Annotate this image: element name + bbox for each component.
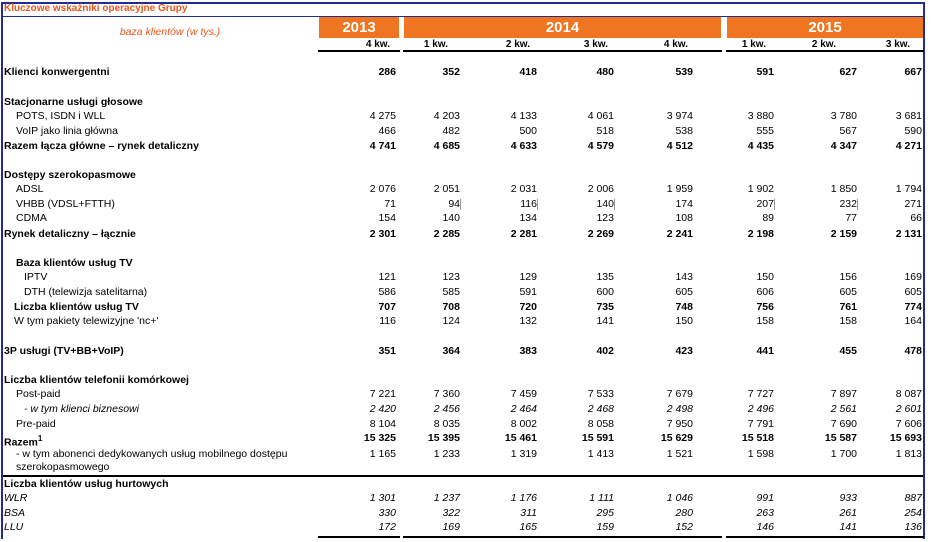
cell-value: 4 347 [830,140,857,152]
cell-value: 735 [596,301,614,313]
cell-value: 15 587 [824,432,857,444]
cell-value: 1 700 [830,448,857,460]
cell-value: 286 [378,66,396,78]
quarter-header: 3 kw. [583,39,608,50]
cell-value: 164 [904,315,922,327]
cell-value: 352 [442,66,460,78]
cell-value: 3 780 [830,110,857,122]
cell-value: 538 [675,125,693,137]
row-label: Liczba klientów telefonii komórkowej [4,374,189,386]
cell-value: 605 [839,286,857,298]
cell-value: 77 [845,212,857,224]
cell-value: 707 [378,301,396,313]
cell-value: 129 [519,271,537,283]
cell-value: 1 794 [895,183,922,195]
cell-value: 720 [519,301,537,313]
row-label: CDMA [16,212,47,224]
cell-value: 254 [904,507,922,519]
quarter-header: 4 kw. [663,39,688,50]
cell-value: 66 [910,212,922,224]
table-row [4,374,924,387]
table-row [4,257,924,270]
cell-value: 4 133 [510,110,537,122]
table-row [4,315,924,328]
row-label: Baza klientów usług TV [16,257,133,269]
cell-value: 4 275 [369,110,396,122]
cell-value: 1 959 [666,183,693,195]
row-label: VHBB (VDSL+FTTH) [16,198,115,210]
cell-value: 555 [756,125,774,137]
row-label: Post-paid [16,388,61,400]
cell-value: 154 [378,212,396,224]
cell-value: 605 [675,286,693,298]
cell-value: 123 [442,271,460,283]
cell-value: 152 [675,521,693,533]
cell-value: 8 087 [895,388,922,400]
row-label: BSA [4,507,26,519]
cell-tick [460,199,461,210]
cell-value: 156 [839,271,857,283]
table-row [4,228,924,241]
cell-value: 2 241 [666,228,693,240]
quarter-header: 2 kw. [505,39,530,50]
cell-value: 7 791 [747,418,774,430]
cell-value: 8 058 [587,418,614,430]
table-row [4,345,924,358]
table-row [4,110,924,123]
cell-value: 774 [904,301,922,313]
cell-value: 756 [756,301,774,313]
cell-value: 600 [596,286,614,298]
cell-value: 7 221 [369,388,396,400]
row-label: Razem łącza główne – rynek detaliczny [4,140,199,152]
cell-tick [614,199,615,210]
cell-value: 116 [379,315,396,327]
cell-value: 280 [675,507,693,519]
row-label: Pre-paid [16,418,56,430]
table-row [4,271,924,284]
cell-value: 2 468 [587,403,614,415]
cell-value: 2 498 [666,403,693,415]
cell-value: 2 198 [747,228,774,240]
cell-value: 15 518 [741,432,774,444]
year-2014-header: 2014 [404,17,721,38]
cell-value: 383 [519,345,537,357]
cell-tick [537,199,538,210]
cell-value: 591 [519,286,537,298]
cell-value: 518 [596,125,614,137]
cell-value: 1 233 [433,448,460,460]
table-row [4,140,924,153]
row-label: Razem$^1$ [4,434,43,449]
header-label: baza klientów (w tys.) [119,26,221,38]
quarter-header: 1 kw. [741,39,766,50]
cell-value: 2 051 [433,183,460,195]
cell-value: 7 690 [830,418,857,430]
page-title: Kluczowe wskaźniki operacyjne Grupy [4,3,188,14]
cell-value: 2 131 [895,228,922,240]
table-row [4,492,924,505]
quarter-header: 1 kw. [423,39,448,50]
footnote-marker: 1 [37,434,43,443]
table-row [4,478,924,491]
cell-value: 748 [675,301,693,313]
row-label: - w tym klienci biznesowi [24,403,139,415]
cell-value: 1 165 [369,448,396,460]
cell-value: 4 579 [587,140,614,152]
cell-value: 261 [839,507,857,519]
cell-value: 8 104 [369,418,396,430]
cell-value: 887 [904,492,922,504]
cell-value: 7 897 [830,388,857,400]
cell-value: 169 [904,271,922,283]
row-separator [318,536,400,538]
cell-value: 1 319 [510,448,537,460]
cell-value: 232 [839,198,857,210]
cell-value: 2 561 [830,403,857,415]
cell-value: 586 [378,286,396,298]
cell-value: 165 [519,521,537,533]
table-row [4,212,924,225]
row-label-continuation: szerokopasmowego [16,461,110,473]
cell-value: 3 880 [747,110,774,122]
cell-value: 132 [519,315,537,327]
cell-value: 4 685 [433,140,460,152]
table-row [4,301,924,314]
cell-value: 418 [519,66,537,78]
table-row [4,403,924,416]
cell-value: 295 [596,507,614,519]
row-label: Liczba klientów usług hurtowych [4,478,169,490]
cell-value: 136 [904,521,922,533]
cell-value: 134 [519,212,537,224]
cell-value: 311 [520,507,537,519]
cell-value: 135 [596,271,614,283]
cell-value: 478 [904,345,922,357]
cell-value: 143 [675,271,693,283]
cell-value: 591 [756,66,774,78]
cell-value: 15 591 [581,432,614,444]
table-row [4,66,924,79]
cell-value: 466 [378,125,396,137]
cell-value: 4 741 [369,140,396,152]
cell-value: 1 521 [666,448,693,460]
row-label: ADSL [16,183,44,195]
row-label: IPTV [24,271,48,283]
cell-value: 7 533 [587,388,614,400]
cell-value: 1 111 [589,492,614,504]
cell-value: 364 [442,345,460,357]
cell-value: 174 [675,198,693,210]
row-label: 3P usługi (TV+BB+VoIP) [4,345,124,357]
cell-value: 539 [675,66,693,78]
cell-value: 1 598 [747,448,774,460]
table-row [4,521,924,534]
row-label: - w tym abonenci dedykowanych usług mobilnego dostępu szerokopasmowego [16,448,288,473]
table-row [4,448,924,473]
cell-value: 15 395 [427,432,460,444]
cell-value: 708 [442,301,460,313]
cell-value: 2 269 [587,228,614,240]
cell-value: 141 [596,315,614,327]
cell-value: 590 [904,125,922,137]
cell-value: 2 301 [369,228,396,240]
row-separator [403,536,722,538]
table-row [4,507,924,520]
quarter-header: 3 kw. [885,39,910,50]
row-separator [3,475,923,477]
cell-value: 15 629 [660,432,693,444]
cell-value: 15 461 [504,432,537,444]
row-label: W tym pakiety telewizyjne 'nc+' [14,315,159,327]
cell-value: 455 [839,345,857,357]
cell-value: 402 [596,345,614,357]
cell-value: 7 727 [747,388,774,400]
cell-value: 480 [596,66,614,78]
cell-value: 441 [756,345,774,357]
cell-value: 2 456 [433,403,460,415]
row-label: Klienci konwergentni [4,66,110,78]
cell-value: 933 [839,492,857,504]
cell-value: 3 681 [895,110,922,122]
table-row [4,286,924,299]
cell-value: 8 002 [510,418,537,430]
row-label: VoIP jako linia główna [16,125,118,137]
cell-value: 89 [762,212,774,224]
cell-value: 7 459 [510,388,537,400]
cell-value: 330 [378,507,396,519]
quarter-underline [318,50,400,52]
table-row [4,198,924,211]
quarter-header: 4 kw. [365,39,390,50]
year-2013-header: 2013 [319,17,399,38]
cell-value: 207 [756,198,774,210]
row-label: WLR [4,492,28,504]
cell-value: 1 046 [666,492,693,504]
cell-value: 2 076 [369,183,396,195]
cell-value: 2 464 [510,403,537,415]
cell-value: 4 203 [433,110,460,122]
cell-value: 169 [442,521,460,533]
cell-value: 150 [756,271,774,283]
cell-value: 627 [839,66,857,78]
cell-value: 1 413 [587,448,614,460]
row-label: DTH (telewizja satelitarna) [24,286,148,298]
cell-value: 1 902 [747,183,774,195]
quarter-header: 2 kw. [811,39,836,50]
cell-value: 158 [756,315,774,327]
cell-value: 4 633 [510,140,537,152]
cell-value: 322 [442,507,460,519]
cell-value: 423 [675,345,693,357]
cell-value: 567 [839,125,857,137]
cell-value: 1 850 [830,183,857,195]
cell-value: 172 [378,521,396,533]
cell-value: 991 [756,492,774,504]
cell-value: 4 435 [747,140,774,152]
cell-value: 605 [904,286,922,298]
cell-value: 2 420 [369,403,396,415]
row-separator [726,536,924,538]
table-row [4,418,924,431]
table-row [4,169,924,182]
cell-value: 146 [756,521,774,533]
row-label: LLU [4,521,24,533]
cell-value: 159 [596,521,614,533]
row-label: Stacjonarne usługi głosowe [4,96,143,108]
cell-value: 2 285 [433,228,460,240]
cell-value: 140 [442,212,460,224]
cell-value: 7 950 [666,418,693,430]
cell-value: 121 [378,271,396,283]
cell-value: 2 031 [510,183,537,195]
cell-value: 761 [839,301,857,313]
row-label: Rynek detaliczny – łącznie [4,228,136,240]
cell-value: 482 [442,125,460,137]
table-row [4,432,924,449]
cell-value: 585 [442,286,460,298]
cell-value: 71 [384,198,396,210]
cell-value: 4 271 [895,140,922,152]
table-row [4,96,924,109]
row-label: Dostępy szerokopasmowe [4,169,136,181]
row-label: POTS, ISDN i WLL [16,110,106,122]
cell-value: 1 176 [510,492,537,504]
table-row [4,125,924,138]
cell-value: 2 281 [510,228,537,240]
cell-value: 271 [904,198,922,210]
cell-value: 1 301 [369,492,396,504]
cell-value: 667 [904,66,922,78]
cell-value: 500 [519,125,537,137]
quarter-underline [403,50,722,52]
cell-value: 8 035 [433,418,460,430]
cell-value: 15 693 [889,432,922,444]
cell-tick [857,199,858,210]
cell-value: 351 [378,345,396,357]
cell-value: 2 601 [895,403,922,415]
quarter-underline [726,50,924,52]
cell-value: 108 [675,212,693,224]
cell-value: 1 237 [433,492,460,504]
cell-value: 141 [839,521,857,533]
row-label: Liczba klientów usług TV [14,301,139,313]
cell-value: 7 606 [895,418,922,430]
cell-value: 116 [520,198,537,210]
cell-tick [774,199,775,210]
cell-value: 1 813 [895,448,922,460]
cell-value: 2 496 [747,403,774,415]
cell-value: 7 360 [433,388,460,400]
cell-value: 3 974 [666,110,693,122]
cell-value: 4 512 [666,140,693,152]
cell-value: 2 006 [587,183,614,195]
cell-value: 123 [596,212,614,224]
cell-value: 4 061 [587,110,614,122]
cell-value: 94 [448,198,460,210]
cell-value: 2 159 [830,228,857,240]
cell-value: 124 [442,315,460,327]
cell-value: 158 [839,315,857,327]
cell-value: 606 [756,286,774,298]
cell-value: 140 [596,198,614,210]
table-row [4,183,924,196]
year-2015-header: 2015 [727,17,923,38]
cell-value: 263 [756,507,774,519]
cell-value: 7 679 [666,388,693,400]
cell-value: 150 [675,315,693,327]
table-row [4,388,924,401]
cell-value: 15 325 [363,432,396,444]
